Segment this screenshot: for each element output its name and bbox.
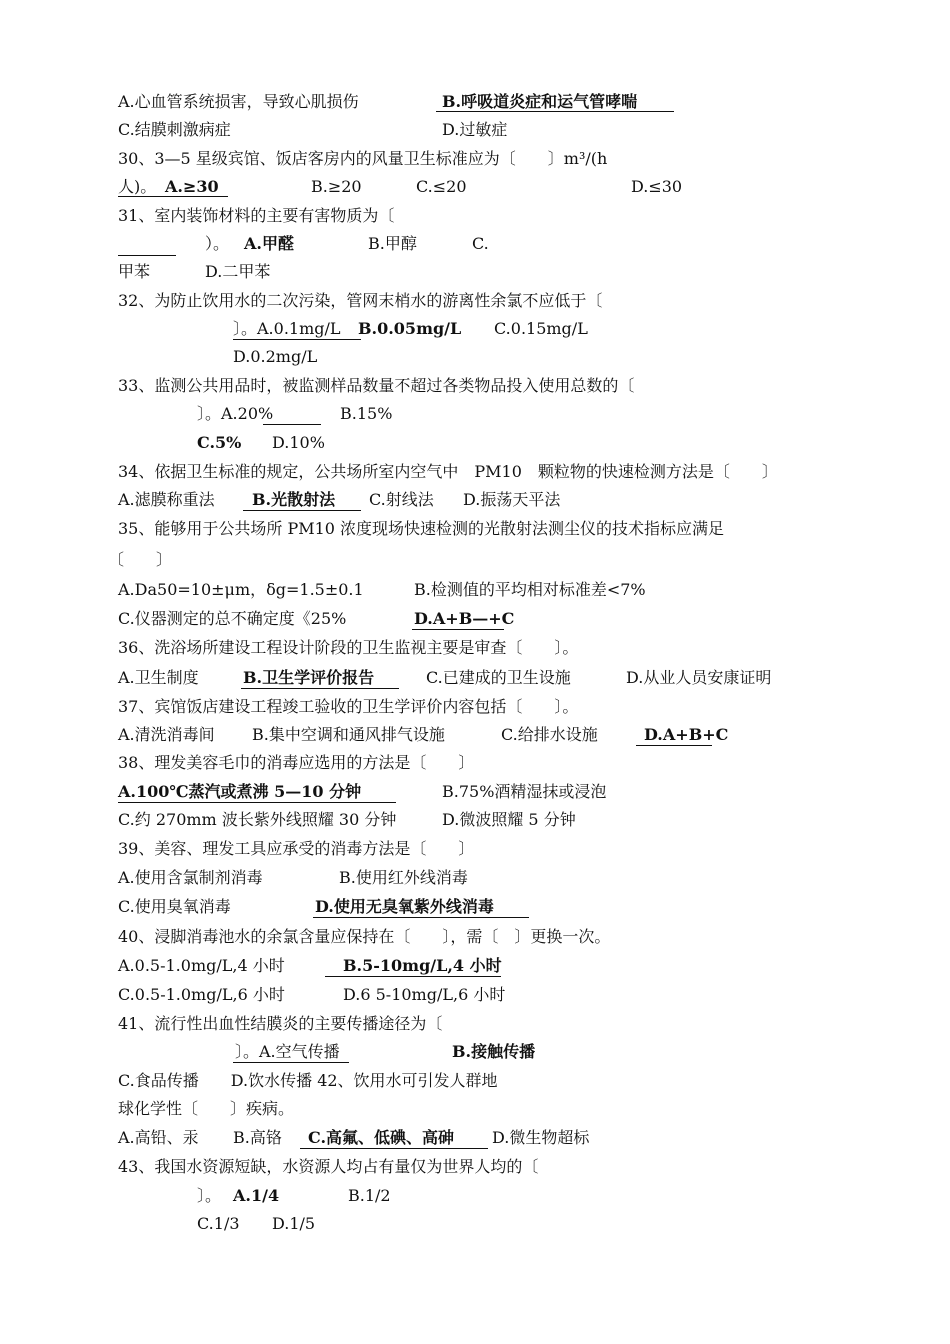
- answer-underline: [233, 339, 361, 340]
- q34-option-a: A.滤膜称重法: [118, 490, 215, 509]
- q31-stem: 31、室内装饰材料的主要有害物质为〔: [118, 206, 395, 225]
- q36-option-c: C.已建成的卫生设施: [426, 668, 571, 687]
- answer-blank-line: [118, 255, 176, 256]
- q42-answer-c: C.高氟、低碘、高砷: [308, 1128, 455, 1147]
- answer-underline: [263, 424, 321, 425]
- q32-answer-b: B.0.05mg/L: [358, 319, 462, 338]
- q34-answer-b: B.光散射法: [252, 490, 336, 509]
- q37-stem: 37、宾馆饭店建设工程竣工验收的卫生学评价内容包括〔 〕。: [118, 697, 579, 716]
- q31-option-b: B.甲醇: [368, 234, 417, 253]
- q37-option-b: B.集中空调和通风排气设施: [252, 725, 445, 744]
- q31-close: ）。: [205, 234, 230, 253]
- q35-paren: 〔 〕: [108, 550, 173, 569]
- answer-underline: [436, 111, 674, 112]
- q31-option-d: D.二甲苯: [205, 262, 271, 281]
- q33-stem: 33、监测公共用品时，被监测样品数量不超过各类物品投入使用总数的〔: [118, 376, 635, 395]
- answer-underline: [636, 745, 712, 746]
- q40-option-a: A.0.5-1.0mg/L,4 小时: [118, 956, 285, 975]
- q34-option-c: C.射线法: [369, 490, 434, 509]
- q42-stem: 球化学性〔 〕疾病。: [118, 1099, 295, 1118]
- q41-stem: 41、流行性出血性结膜炎的主要传播途径为〔: [118, 1014, 443, 1033]
- q40-stem: 40、浸脚消毒池水的余氯含量应保持在〔 〕，需〔 〕更换一次。: [118, 927, 611, 946]
- q33-answer-c: C.5%: [197, 433, 242, 452]
- q33-option-b: B.15%: [340, 404, 393, 423]
- q31-option-c: C.: [472, 234, 489, 253]
- q38-answer-a: A.100℃蒸汽或煮沸 5—10 分钟: [118, 782, 362, 801]
- q39-stem: 39、美容、理发工具应承受的消毒方法是〔 〕: [118, 839, 475, 858]
- q30-option-d: D.≤30: [631, 177, 683, 196]
- q36-option-a: A.卫生制度: [118, 668, 199, 687]
- q31-answer-a: A.甲醛: [244, 234, 294, 253]
- q34-stem: 34、依据卫生标准的规定，公共场所室内空气中 PM10 颗粒物的快速检测方法是〔 〕: [118, 462, 778, 481]
- q43-option-b: B.1/2: [348, 1186, 391, 1205]
- q36-option-d: D.从业人员安康证明: [626, 668, 772, 687]
- q43-option-c: C.1/3: [197, 1214, 240, 1233]
- answer-underline: [118, 802, 396, 803]
- q39-option-a: A.使用含氯制剂消毒: [118, 868, 263, 887]
- q35-stem: 35、能够用于公共场所 PM10 浓度现场快速检测的光散射法测尘仪的技术指标应满足: [118, 519, 725, 538]
- q32-stem: 32、为防止饮用水的二次污染，管网末梢水的游离性余氯不应低于〔: [118, 291, 603, 310]
- q43-stem: 43、我国水资源短缺，水资源人均占有量仅为世界人均的〔: [118, 1157, 539, 1176]
- q37-answer-d: D.A+B+C: [644, 725, 729, 744]
- q42-option-d: D.微生物超标: [492, 1128, 590, 1147]
- q30-stem-cont: 人)。: [118, 177, 157, 196]
- q40-option-c: C.0.5-1.0mg/L,6 小时: [118, 985, 285, 1004]
- q42-option-a: A.高铅、汞: [118, 1128, 199, 1147]
- q31-option-c-cont: 甲苯: [118, 262, 151, 281]
- answer-underline: [325, 976, 501, 977]
- answer-underline: [118, 196, 228, 197]
- q35-option-b: B.检测值的平均相对标准差<7%: [414, 580, 646, 599]
- q30-answer-a: A.≥30: [165, 177, 219, 196]
- q38-option-b: B.75%酒精湿抹或浸泡: [442, 782, 607, 801]
- answer-underline: [241, 688, 399, 689]
- q41-options-cd: C.食品传播 D.饮水传播 42、饮用水可引发人群地: [118, 1071, 498, 1090]
- q42-option-b: B.高铬: [233, 1128, 282, 1147]
- q39-option-c: C.使用臭氧消毒: [118, 897, 231, 916]
- q29-option-c: C.结膜刺激病症: [118, 120, 231, 139]
- q43-answer-a: A.1/4: [233, 1186, 280, 1205]
- answer-underline: [243, 510, 361, 511]
- q32-option-a: 〕。A.0.1mg/L: [233, 319, 341, 338]
- answer-underline: [313, 917, 529, 918]
- q35-answer-d: D.A+B—+C: [414, 609, 515, 628]
- q38-stem: 38、理发美容毛巾的消毒应选用的方法是〔 〕: [118, 753, 475, 772]
- q36-answer-b: B.卫生学评价报告: [243, 668, 375, 687]
- q30-option-c: C.≤20: [416, 177, 467, 196]
- q35-option-a: A.Da50=10±μm，δg=1.5±0.1: [118, 580, 364, 599]
- q29-answer-b: B.呼吸道炎症和运气管哮喘: [442, 92, 638, 111]
- q30-option-b: B.≥20: [311, 177, 362, 196]
- q41-option-a: 〕。A.空气传播: [235, 1042, 340, 1061]
- q33-option-d: D.10%: [272, 433, 325, 452]
- q30-stem: 30、3—5 星级宾馆、饭店客房内的风量卫生标准应为〔 〕m³/(h: [118, 149, 608, 168]
- q35-option-c: C.仪器测定的总不确定度《25%: [118, 609, 347, 628]
- q29-option-d: D.过敏症: [442, 120, 508, 139]
- q36-stem: 36、洗浴场所建设工程设计阶段的卫生监视主要是审查〔 〕。: [118, 638, 579, 657]
- q43-option-d: D.1/5: [272, 1214, 316, 1233]
- q38-option-d: D.微波照耀 5 分钟: [442, 810, 576, 829]
- q39-answer-d: D.使用无臭氧紫外线消毒: [315, 897, 494, 916]
- q34-option-d: D.振荡天平法: [463, 490, 561, 509]
- answer-underline: [412, 629, 504, 630]
- q38-option-c: C.约 270mm 波长紫外线照耀 30 分钟: [118, 810, 397, 829]
- answer-blank-line: [233, 1062, 349, 1063]
- q41-answer-b: B.接触传播: [452, 1042, 536, 1061]
- q37-option-a: A.清洗消毒间: [118, 725, 215, 744]
- q37-option-c: C.给排水设施: [501, 725, 598, 744]
- q40-answer-b: B.5-10mg/L,4 小时: [343, 956, 502, 975]
- q29-option-a: A.心血管系统损害，导致心肌损伤: [118, 92, 359, 111]
- q43-close: 〕。: [197, 1186, 222, 1205]
- q32-option-d: D.0.2mg/L: [233, 347, 318, 366]
- q33-option-a: 〕。A.20%: [197, 404, 274, 423]
- q39-option-b: B.使用红外线消毒: [339, 868, 468, 887]
- q32-option-c: C.0.15mg/L: [494, 319, 588, 338]
- q40-option-d: D.6 5-10mg/L,6 小时: [343, 985, 506, 1004]
- answer-underline: [300, 1148, 488, 1149]
